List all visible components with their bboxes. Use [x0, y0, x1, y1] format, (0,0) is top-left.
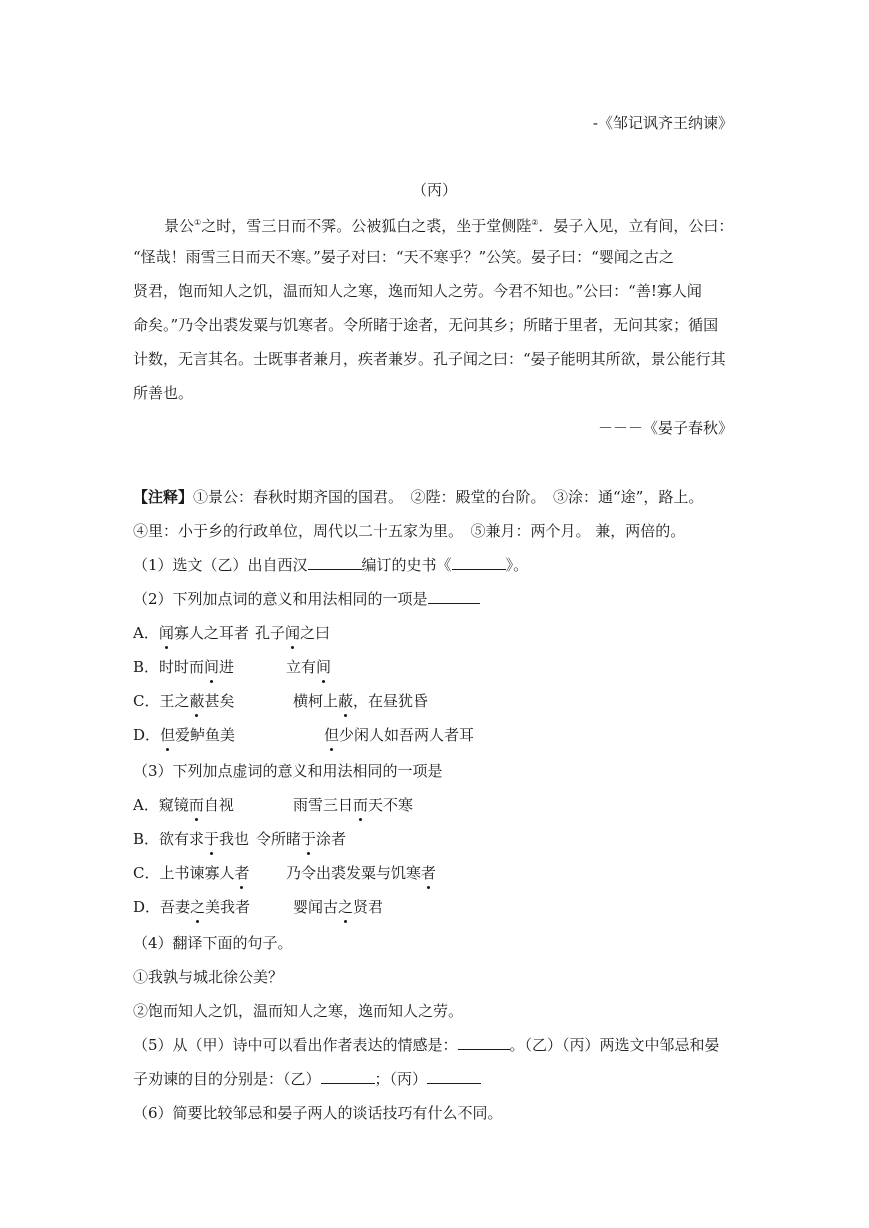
dotted-word: 者 [421, 864, 437, 882]
question-4: （4）翻译下面的句子。 [133, 934, 293, 952]
option-text: 雨雪三日 [293, 796, 354, 814]
question-text: （2）下列加点词的意义和用法相同的一项是 [133, 590, 428, 608]
answer-blank[interactable] [428, 589, 480, 604]
q3-option-c-compare [286, 863, 436, 883]
question-text: 子劝谏的目的分别是：（乙） [133, 1070, 321, 1088]
passage-line-5: 计数，无言其名。士既事者兼月，疾者兼岁。孔子闻之曰：“晏子能明其所欲，景公能行其 [133, 350, 726, 368]
option-text: 乃令出裘发粟与饥寒 [286, 864, 422, 882]
option-text: 自视 [203, 796, 234, 814]
option-text: 天不寒 [368, 796, 414, 814]
dotted-word: 于 [301, 830, 317, 848]
dotted-word: 但 [324, 726, 340, 744]
option-text: A． [133, 624, 159, 642]
question-1 [133, 555, 528, 575]
dotted-word: 之 [338, 898, 354, 916]
q2-option-d-compare [324, 725, 474, 745]
question-text: 》。 [505, 556, 529, 574]
passage-line-6: 所善也。 [133, 384, 194, 402]
notes-label: 【注释】 [133, 488, 194, 506]
q2-option-a-compare [255, 623, 330, 643]
option-text: 涂者 [316, 830, 347, 848]
question-5 [133, 1035, 720, 1055]
q2-option-b [133, 657, 234, 677]
footnote-marker: ① [194, 218, 202, 227]
dotted-word: 间 [316, 658, 332, 676]
passage-text: ．晏子入见，立有间，公曰： [538, 217, 734, 235]
option-text: 立有 [286, 658, 317, 676]
option-text: B．时时而 [133, 658, 205, 676]
dotted-word: 而 [188, 796, 204, 814]
dotted-word: 之 [190, 898, 206, 916]
question-3: （3）下列加点虚词的意义和用法相同的一项是 [133, 762, 443, 780]
dotted-word: 间 [204, 658, 220, 676]
notes-line-1 [133, 487, 703, 507]
q2-option-c-compare [293, 691, 428, 711]
q3-option-d [133, 897, 250, 917]
answer-blank[interactable] [452, 555, 506, 570]
source-citation-c: －－－《晏子春秋》 [597, 419, 733, 437]
notes-text: ①景公：春秋时期齐国的国君。 ②陛：殿堂的台阶。 ③涂：通“途”，路上。 [193, 488, 704, 506]
q3-option-b-compare [256, 829, 346, 849]
option-text: C．王之 [133, 692, 190, 710]
q3-option-c [133, 863, 250, 883]
q2-option-b-compare [286, 657, 331, 677]
notes-line-2: ④里：小于乡的行政单位，周代以二十五家为里。 ⑤兼月：两个月。 兼，两倍的。 [133, 522, 686, 540]
q3-option-a-compare [293, 795, 413, 815]
dotted-word: 者 [234, 864, 250, 882]
question-text: 。（乙）（丙）两选文中邹忌和晏 [509, 1036, 720, 1054]
answer-blank[interactable] [308, 555, 362, 570]
source-citation-b: -《邹记讽齐王纳谏》 [592, 114, 733, 132]
answer-blank[interactable] [321, 1069, 375, 1084]
option-text: A．窥镜 [133, 796, 189, 814]
dotted-word: 闻 [285, 624, 301, 642]
dotted-word: 蔽 [189, 692, 205, 710]
question-5-cont [133, 1069, 481, 1089]
question-2 [133, 589, 480, 609]
q2-option-d [133, 725, 235, 745]
passage-text: 之时，雪三日而不霁。公被狐白之裘，坐于堂侧陛 [201, 217, 532, 235]
option-text: 横柯上 [293, 692, 339, 710]
q3-option-b [133, 829, 249, 849]
answer-blank[interactable] [427, 1069, 481, 1084]
passage-text: 景公 [164, 217, 195, 235]
question-text: ；（丙） [374, 1070, 428, 1088]
passage-line-4: 命矣。”乃令出裘发粟与饥寒者。令所睹于途者，无问其乡；所睹于里者，无问其家；循国 [133, 316, 719, 334]
option-text: ，在昼犹昏 [353, 692, 429, 710]
option-text: D． [133, 726, 161, 744]
dotted-word: 于 [204, 830, 220, 848]
q3-option-a [133, 795, 234, 815]
option-text: 婴闻古 [293, 898, 339, 916]
option-text: 寡人之耳者 [173, 624, 249, 642]
option-text: 美我者 [205, 898, 251, 916]
dotted-word: 但 [160, 726, 176, 744]
option-text: 进 [219, 658, 235, 676]
passage-line-2: “怪哉！雨雪三日而天不寒。”晏子对曰：“天不寒乎？”公笑。晏子曰：“婴闻之古之 [133, 248, 674, 266]
option-text: 甚矣 [204, 692, 235, 710]
option-text: 爱鲈鱼美 [175, 726, 236, 744]
q4-sentence-1: ①我孰与城北徐公美？ [133, 968, 284, 986]
option-text: 我也 [219, 830, 250, 848]
passage-line-3: 贤君，饱而知人之饥，温而知人之寒，逸而知人之劳。今君不知也。”公曰：“善!寡人闻 [133, 282, 702, 300]
option-text: 贤君 [353, 898, 384, 916]
q2-option-a [133, 623, 249, 643]
option-text: C．上书谏寡人 [133, 864, 235, 882]
q2-option-c [133, 691, 235, 711]
q3-option-d-compare [293, 897, 383, 917]
question-text: （5）从（甲）诗中可以看出作者表达的情感是： [133, 1036, 458, 1054]
question-text: 编订的史书《 [361, 556, 452, 574]
option-text: 令所睹 [256, 830, 302, 848]
dotted-word: 蔽 [338, 692, 354, 710]
footnote-marker: ② [531, 218, 539, 227]
question-6: （6）简要比较邹忌和晏子两人的谈话技巧有什么不同。 [133, 1104, 503, 1122]
answer-blank[interactable] [458, 1035, 510, 1050]
question-text: （1）选文（乙）出自西汉 [133, 556, 308, 574]
option-text: 孔子 [255, 624, 286, 642]
option-text: 少闲人如吾两人者耳 [339, 726, 475, 744]
section-title: （丙） [411, 181, 457, 199]
q4-sentence-2: ②饱而知人之饥，温而知人之寒，逸而知人之劳。 [133, 1002, 464, 1020]
option-text: B．欲有求 [133, 830, 205, 848]
dotted-word: 闻 [158, 624, 174, 642]
option-text: 之曰 [300, 624, 331, 642]
option-text: D．吾妻 [133, 898, 191, 916]
passage-line-1 [164, 213, 733, 236]
dotted-word: 而 [353, 796, 369, 814]
